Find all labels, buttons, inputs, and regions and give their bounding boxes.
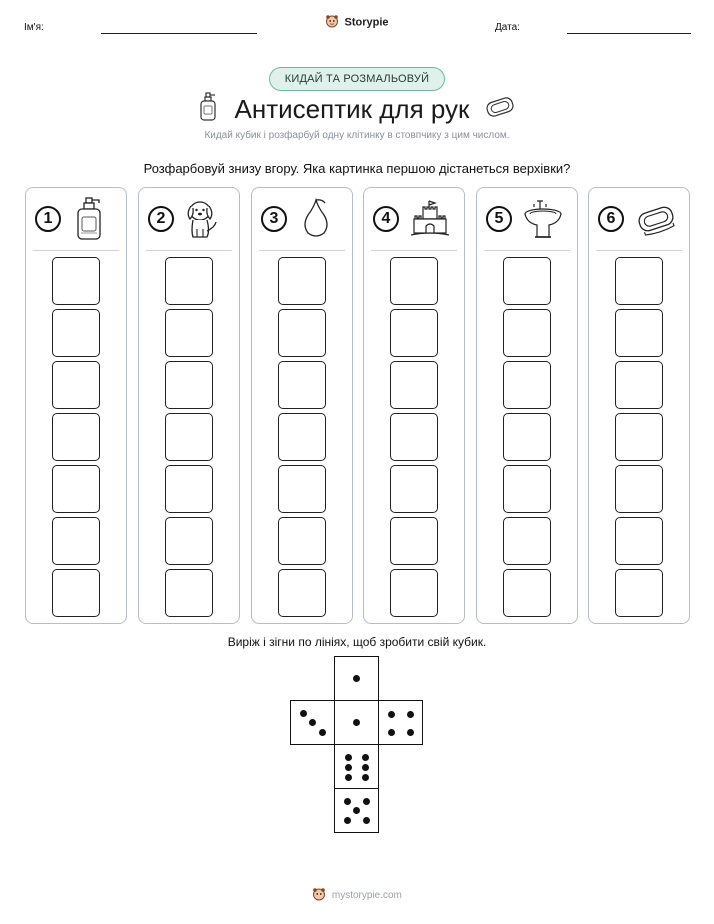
column-number: 6 <box>598 206 624 232</box>
color-cell[interactable] <box>165 569 213 617</box>
color-cell[interactable] <box>165 465 213 513</box>
die-instruction: Виріж і зігни по лініях, щоб зробити свій кубик. <box>227 635 487 649</box>
brand-name: Storypie <box>344 16 389 29</box>
color-cell[interactable] <box>615 569 663 617</box>
color-cell[interactable] <box>278 257 326 305</box>
color-cell[interactable] <box>278 569 326 617</box>
color-cell[interactable] <box>278 413 326 461</box>
color-cell[interactable] <box>165 517 213 565</box>
color-cell[interactable] <box>503 517 551 565</box>
die-pip <box>362 764 369 771</box>
color-cell[interactable] <box>615 309 663 357</box>
column-6 <box>588 187 690 624</box>
die-pip <box>353 807 360 814</box>
color-cell[interactable] <box>390 413 438 461</box>
color-cell[interactable] <box>52 361 100 409</box>
name-label: Ім'я: <box>24 22 44 33</box>
puppy-icon <box>185 197 221 246</box>
column-number: 5 <box>486 206 512 232</box>
column-number: 4 <box>373 206 399 232</box>
die-face-5[interactable] <box>334 788 379 833</box>
color-cell[interactable] <box>278 517 326 565</box>
color-cell[interactable] <box>390 309 438 357</box>
sandcastle-icon <box>410 197 450 246</box>
color-cell[interactable] <box>503 569 551 617</box>
color-cell[interactable] <box>615 257 663 305</box>
color-cell[interactable] <box>390 517 438 565</box>
color-cell[interactable] <box>615 361 663 409</box>
footer-url[interactable]: mystorypie.com <box>331 890 402 902</box>
die-pip <box>353 675 360 682</box>
page-title: Антисептик для рук <box>234 94 470 124</box>
color-cell[interactable] <box>278 361 326 409</box>
color-cell[interactable] <box>52 465 100 513</box>
soap-bar-icon <box>484 96 516 123</box>
color-cell[interactable] <box>52 413 100 461</box>
die-pip <box>345 754 352 761</box>
color-cell[interactable] <box>615 465 663 513</box>
die-pip <box>300 710 307 717</box>
color-cell[interactable] <box>503 465 551 513</box>
die-pip <box>319 729 326 736</box>
die-pip <box>344 817 351 824</box>
die-pip <box>407 729 414 736</box>
column-4 <box>363 187 465 624</box>
die-pip <box>344 798 351 805</box>
instructions-subtitle: Кидай кубик і розфарбуй одну клітинку в стовпчику з цим числом. <box>204 130 510 141</box>
color-cell[interactable] <box>390 465 438 513</box>
die-pip <box>345 774 352 781</box>
die-pip <box>345 764 352 771</box>
die-pip <box>388 729 395 736</box>
name-field[interactable] <box>101 33 257 34</box>
die-pip <box>363 817 370 824</box>
color-cell[interactable] <box>165 413 213 461</box>
die-pip <box>353 719 360 726</box>
hand-sanitizer-bottle-icon <box>72 197 108 246</box>
die-pip <box>362 774 369 781</box>
color-cell[interactable] <box>278 465 326 513</box>
color-cell[interactable] <box>503 257 551 305</box>
color-cell[interactable] <box>503 413 551 461</box>
column-divider <box>484 250 570 251</box>
teardrop-icon <box>298 197 334 246</box>
game-question: Розфарбовуй знизу вгору. Яка картинка першою дістанеться верхівки? <box>143 161 571 176</box>
color-cell[interactable] <box>503 361 551 409</box>
footer <box>0 887 714 904</box>
die-face-4[interactable] <box>378 700 423 745</box>
column-divider <box>259 250 345 251</box>
column-5 <box>476 187 578 624</box>
die-pip <box>363 798 370 805</box>
title-row <box>0 92 714 127</box>
date-label: Дата: <box>495 22 520 33</box>
column-number: 3 <box>261 206 287 232</box>
color-cell[interactable] <box>390 569 438 617</box>
column-divider <box>596 250 682 251</box>
column-divider <box>371 250 457 251</box>
date-field[interactable] <box>567 33 691 34</box>
color-cell[interactable] <box>52 517 100 565</box>
column-divider <box>146 250 232 251</box>
hand-sanitizer-bottle-icon <box>198 92 220 127</box>
storypie-mascot-icon <box>312 887 326 904</box>
color-cell[interactable] <box>390 361 438 409</box>
storypie-mascot-icon <box>325 14 339 31</box>
die-face-1b[interactable] <box>334 700 379 745</box>
color-cell[interactable] <box>278 309 326 357</box>
color-cell[interactable] <box>503 309 551 357</box>
die-pip <box>388 711 395 718</box>
column-1 <box>25 187 127 624</box>
color-cell[interactable] <box>390 257 438 305</box>
die-face-6[interactable] <box>334 744 379 789</box>
column-3 <box>251 187 353 624</box>
die-pip <box>309 719 316 726</box>
color-cell[interactable] <box>615 517 663 565</box>
color-cell[interactable] <box>165 309 213 357</box>
column-divider <box>33 250 119 251</box>
die-pip <box>362 754 369 761</box>
color-cell[interactable] <box>52 569 100 617</box>
color-cell[interactable] <box>165 361 213 409</box>
die-face-1[interactable] <box>334 656 379 701</box>
activity-tag: КИДАЙ ТА РОЗМАЛЬОВУЙ <box>269 67 445 91</box>
color-cell[interactable] <box>52 257 100 305</box>
die-pip <box>407 711 414 718</box>
column-2 <box>138 187 240 624</box>
color-cell[interactable] <box>52 309 100 357</box>
soap-bar-icon <box>635 197 677 246</box>
column-number: 1 <box>35 206 61 232</box>
die-face-3[interactable] <box>290 700 335 745</box>
color-cell[interactable] <box>615 413 663 461</box>
column-number: 2 <box>148 206 174 232</box>
sink-icon <box>523 197 563 246</box>
color-cell[interactable] <box>165 257 213 305</box>
brand-logo <box>0 14 714 31</box>
